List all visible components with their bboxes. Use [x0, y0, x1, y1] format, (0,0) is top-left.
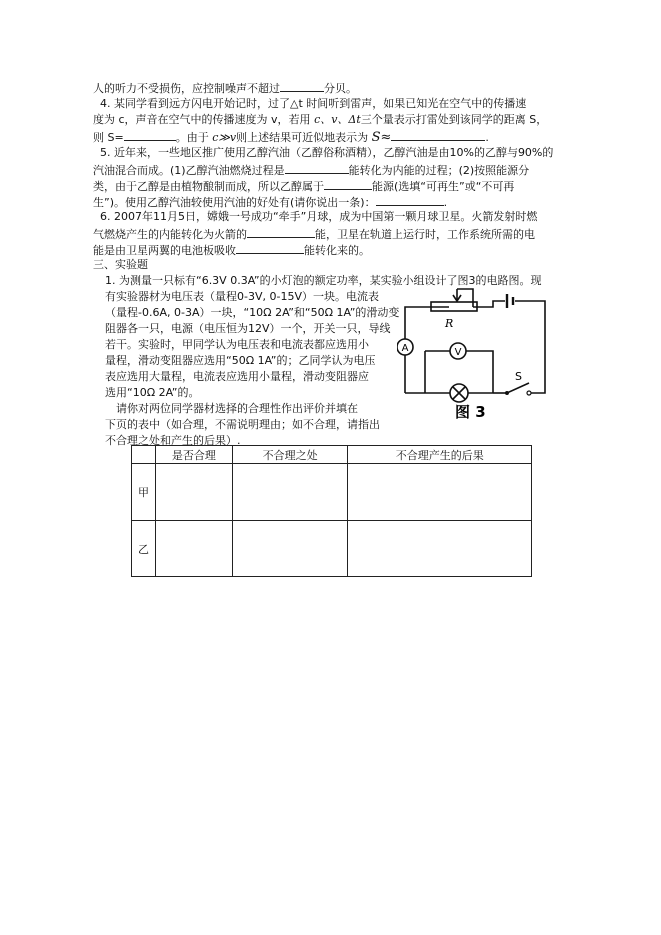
table-header-cell: 是否合理 — [155, 446, 232, 464]
answer-cell[interactable] — [232, 464, 348, 521]
answer-blank[interactable] — [236, 242, 304, 254]
exp1-line-6: 量程，滑动变阻器应选用“50Ω 1A”的；乙同学认为电压 — [105, 354, 376, 367]
q4-variables: c、v、Δt — [314, 113, 361, 126]
answer-blank[interactable] — [376, 194, 444, 206]
answer-blank[interactable] — [124, 129, 176, 141]
switch-label: S — [515, 370, 522, 383]
exp1-line-2: 有实验器材为电压表（量程0-3V, 0-15V）一块。电流表 — [105, 290, 379, 303]
q4-line-2: 度为 c，声音在空气中的传播速度为 v，若用 c、v、Δt三个量表示打雷处到该同学的距离 S， — [93, 113, 548, 126]
answer-cell[interactable] — [348, 464, 532, 521]
answer-blank[interactable] — [285, 162, 349, 174]
answer-blank[interactable] — [324, 178, 372, 190]
answer-cell[interactable] — [155, 521, 232, 577]
q4-condition: c≫v — [212, 131, 237, 144]
exp1-line-10: 下页的表中（如合理，不需说明理由；如不合理，请指出 — [105, 418, 380, 431]
q6-line-2: 气燃烧产生的内能转化为火箭的 能，卫星在轨道上运行时，工作系统所需的电 — [93, 228, 535, 241]
table-header-cell: 不合理产生的后果 — [348, 446, 532, 464]
table-row — [132, 521, 532, 577]
q4-line-3: 则 S= 。由于 c≫v则上述结果可近似地表示为 S≈ . — [93, 130, 489, 145]
table-header-row — [132, 446, 532, 464]
q6-line-1: 6. 2007年11月5日，嫦娥一号成功“牵手”月球，成为中国第一颗月球卫星。火箭发射时燃 — [100, 210, 538, 223]
answer-blank[interactable] — [391, 129, 485, 141]
exp1-line-4: 阻器各一只，电源（电压恒为12V）一个，开关一只，导线 — [105, 322, 391, 335]
evaluation-table — [131, 445, 532, 577]
exp1-line-3: （量程-0.6A, 0-3A）一块，“10Ω 2A”和“50Ω 1A”的滑动变 — [105, 306, 400, 319]
answer-cell[interactable] — [155, 464, 232, 521]
answer-cell[interactable] — [348, 521, 532, 577]
table-header-cell — [132, 446, 156, 464]
voltmeter-label: V — [454, 347, 462, 358]
rheostat-label: R — [445, 317, 454, 330]
answer-blank[interactable] — [280, 80, 324, 92]
switch-blade — [507, 383, 529, 393]
right-wire — [515, 301, 545, 367]
exp1-line-7: 表应选用大量程，电流表应选用小量程，滑动变阻器应 — [105, 370, 369, 383]
table-row — [132, 464, 532, 521]
exp1-line-11: 不合理之处和产生的后果）. — [105, 434, 241, 447]
figure-caption: 图 3 — [455, 403, 486, 420]
table-header-cell: 不合理之处 — [232, 446, 348, 464]
q5-line-3: 类，由于乙醇是由植物酿制而成，所以乙醇属于 能源(选填“可再生”或“不可再 — [93, 180, 515, 193]
section-title: 三、实验题 — [93, 258, 148, 271]
exp1-line-8: 选用“10Ω 2A”的。 — [105, 386, 200, 399]
q5-line-4: 生”)。使用乙醇汽油较使用汽油的好处有(请你说出一条)： . — [93, 196, 448, 209]
q5-line-2: 汽油混合而成。(1)乙醇汽油燃烧过程是 能转化为内能的过程；(2)按照能源分 — [93, 164, 530, 177]
q4-approx: S≈ — [371, 130, 392, 145]
circuit-diagram — [397, 285, 555, 420]
q5-line-1: 5. 近年来，一些地区推广使用乙醇汽油（乙醇俗称酒精），乙醇汽油是由10%的乙醇与90%的 — [100, 146, 554, 159]
intro-line: 人的听力不受损伤，应控制噪声不超过 分贝。 — [93, 82, 357, 95]
exp1-line-5: 若干。实验时，甲同学认为电压表和电流表都应选用小 — [105, 338, 369, 351]
answer-cell[interactable] — [232, 521, 348, 577]
ammeter-label: A — [401, 343, 409, 354]
top-left-wire — [405, 307, 449, 341]
row-label: 乙 — [132, 521, 156, 577]
row-label: 甲 — [132, 464, 156, 521]
exp1-line-1: 1. 为测量一只标有“6.3V 0.3A”的小灯泡的额定功率，某实验小组设计了图3的电路图。现 — [105, 274, 542, 287]
q4-line-1: 4. 某同学看到远方闪电开始记时，过了△t 时间听到雷声，如果已知光在空气中的传播速 — [100, 97, 527, 110]
answer-blank[interactable] — [247, 226, 315, 238]
exp1-line-9: 请你对两位同学器材选择的合理性作出评价并填在 — [116, 402, 358, 415]
q6-line-3: 能是由卫星两翼的电池板吸收 能转化来的。 — [93, 244, 370, 257]
